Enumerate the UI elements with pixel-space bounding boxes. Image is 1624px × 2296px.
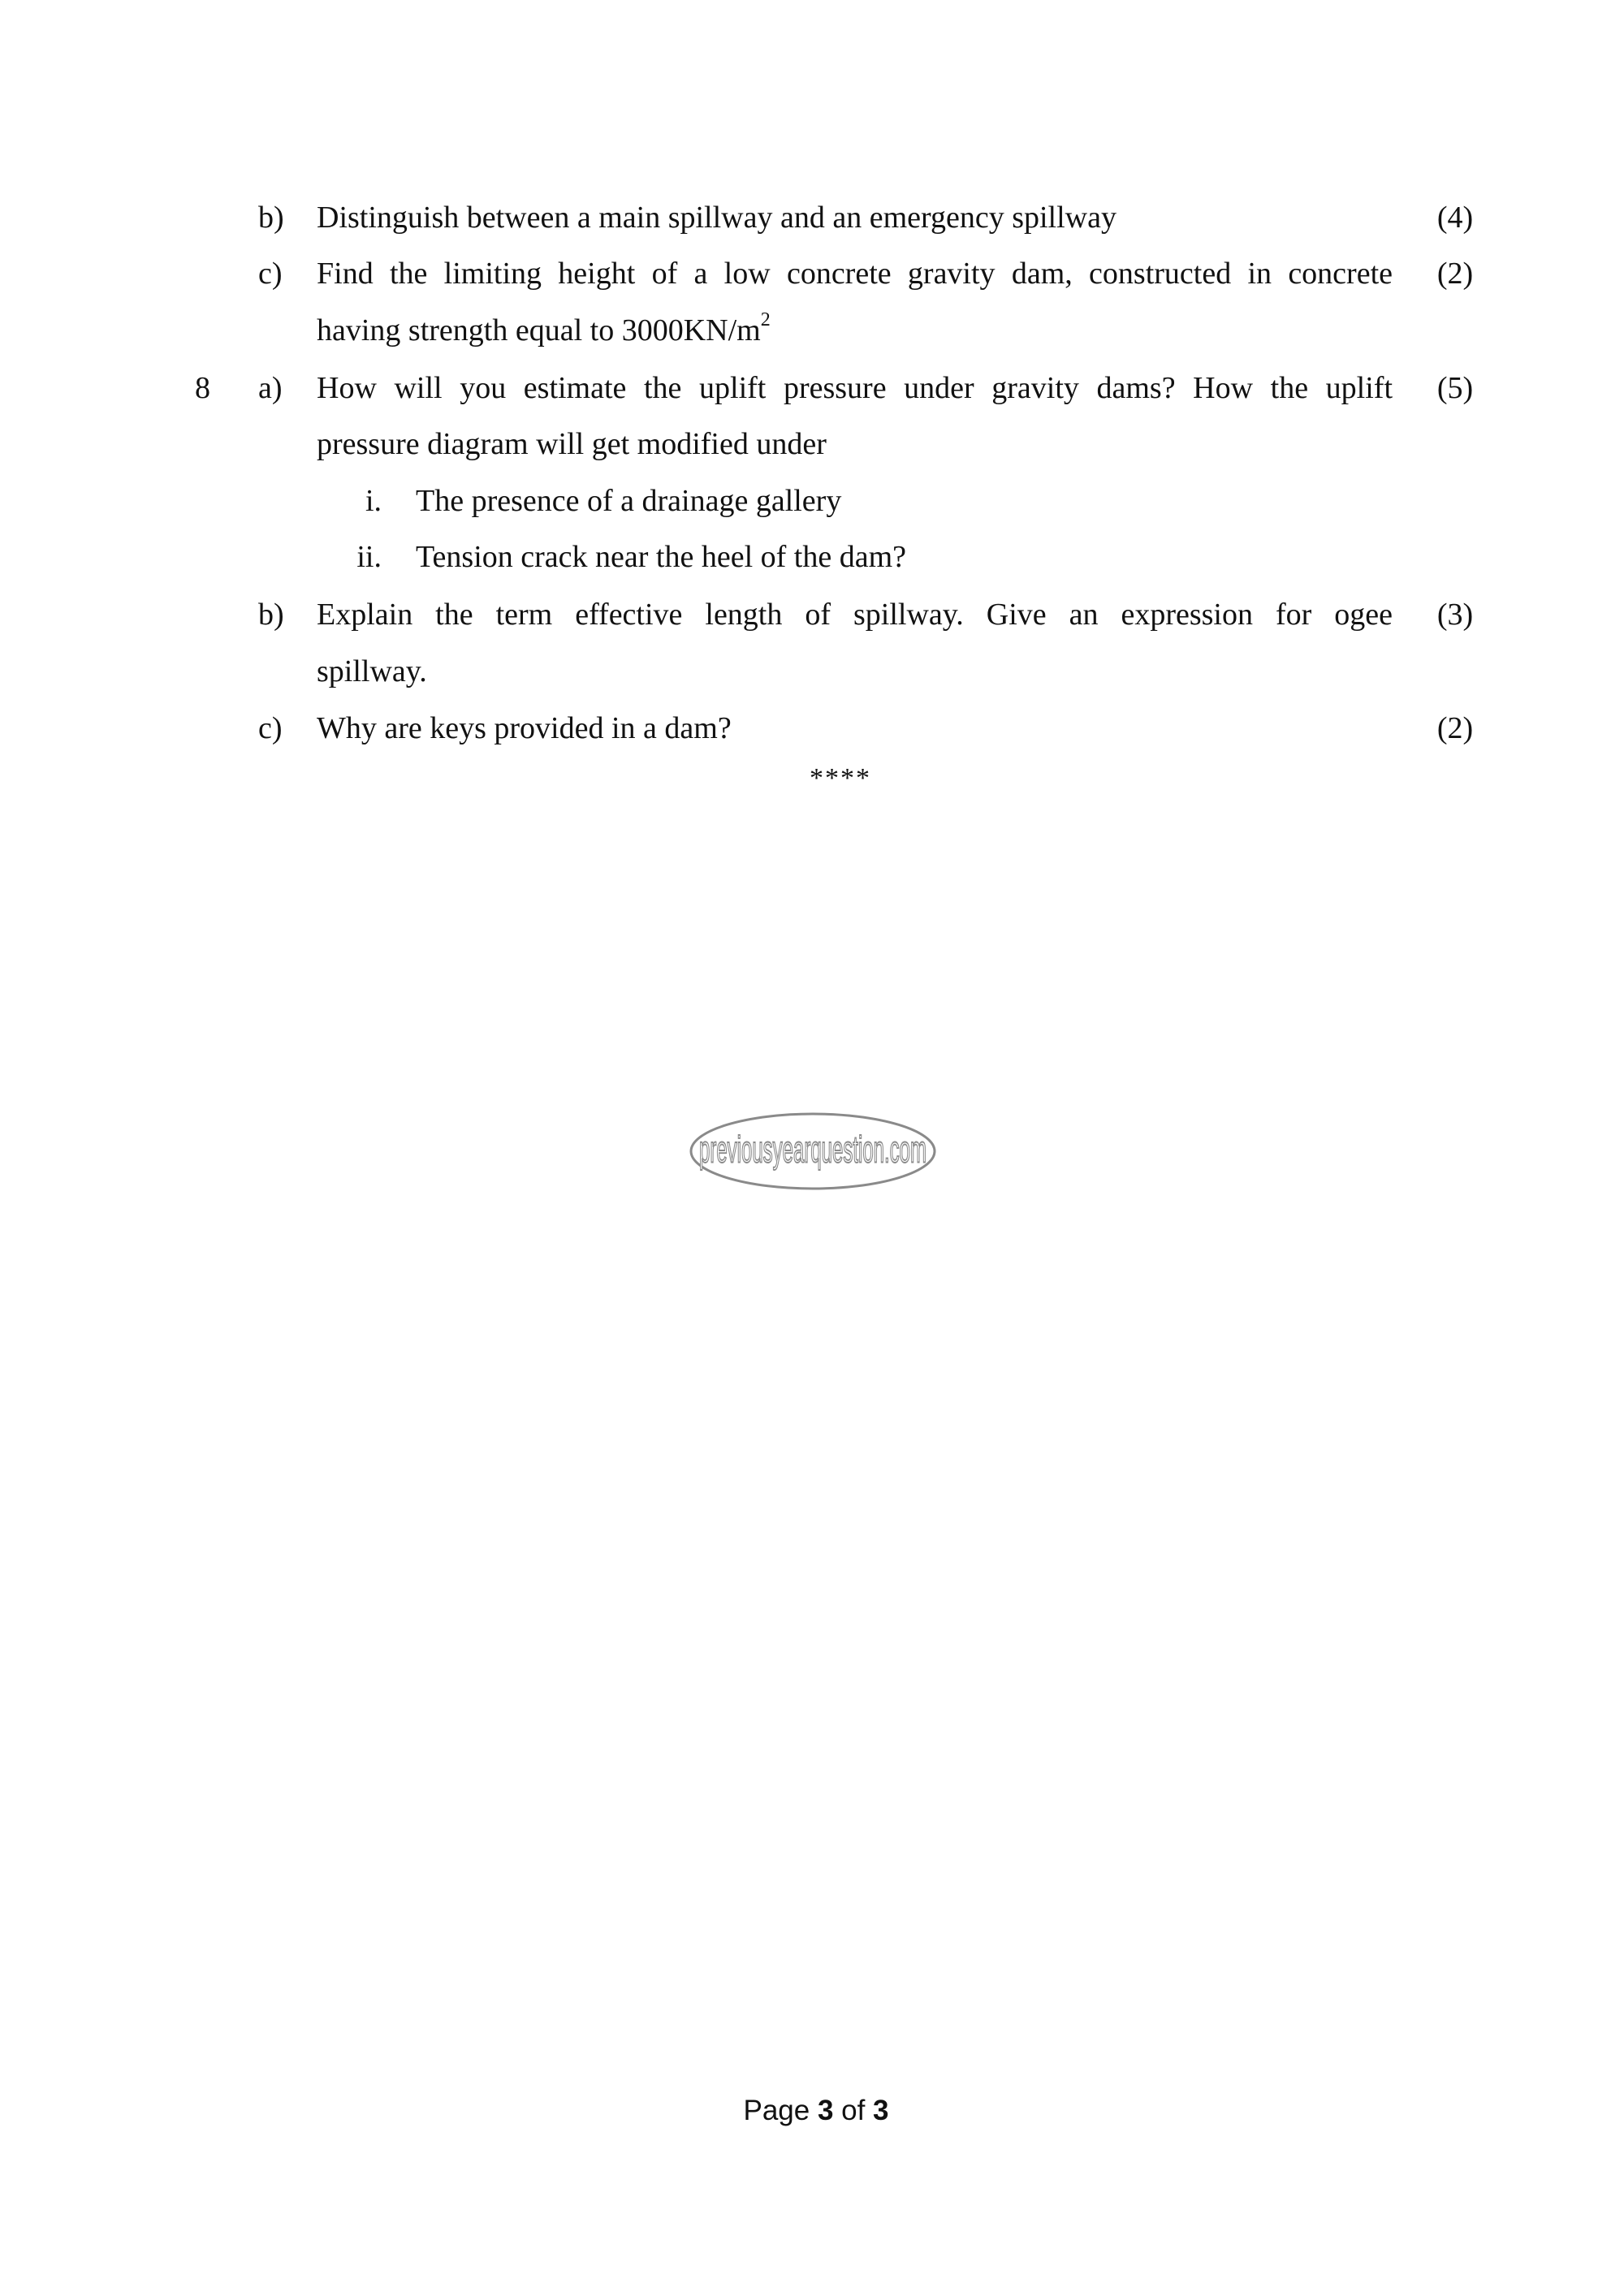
question-text-fragment: having strength equal to 3000KN/m	[317, 313, 761, 347]
question-text: Why are keys provided in a dam?	[317, 711, 732, 745]
footer-middle: of	[833, 2095, 874, 2126]
sub-question-label: a)	[258, 371, 283, 405]
question-text-line	[317, 302, 1393, 359]
question-text: Distinguish between a main spillway and an emergency spillway	[317, 201, 1116, 235]
question-text-line: spillway.	[317, 654, 427, 688]
question-text-line: Explain the term effective length of spillway. Give an expression for ogee	[317, 598, 1393, 632]
question-8a-row-continued	[0, 416, 1624, 473]
sub-item-row	[0, 473, 1624, 529]
svg-text:previousyearquestion.com: previousyearquestion.com	[699, 1128, 926, 1171]
question-text-line: pressure diagram will get modified under	[317, 427, 827, 461]
end-of-paper-marker: ****	[810, 763, 871, 793]
question-7c-row	[0, 245, 1624, 302]
superscript: 2	[760, 309, 771, 330]
marks: (3)	[1436, 598, 1474, 632]
sub-item-text: Tension crack near the heel of the dam?	[416, 540, 906, 574]
question-8a-row	[0, 360, 1624, 416]
page-footer	[0, 2095, 1624, 2127]
marks: (5)	[1436, 371, 1474, 405]
current-page-number: 3	[817, 2095, 834, 2126]
sub-item-text: The presence of a drainage gallery	[416, 484, 842, 518]
question-7b-row	[0, 189, 1624, 246]
marks: (2)	[1436, 257, 1474, 291]
roman-numeral: i.	[365, 484, 382, 518]
question-text-line: How will you estimate the uplift pressure under gravity dams? How the uplift	[317, 371, 1393, 405]
question-text-line: Find the limiting height of a low concrete gravity dam, constructed in concrete	[317, 257, 1393, 291]
total-page-count: 3	[873, 2095, 889, 2126]
marks: (4)	[1436, 201, 1474, 235]
sub-question-label: b)	[258, 201, 284, 235]
roman-numeral: ii.	[356, 540, 382, 574]
question-number: 8	[195, 371, 210, 405]
sub-item-row	[0, 529, 1624, 585]
question-8b-row-continued	[0, 643, 1624, 700]
sub-question-label: c)	[258, 711, 283, 745]
footer-prefix: Page	[743, 2095, 818, 2126]
marks: (2)	[1436, 711, 1474, 745]
question-8c-row	[0, 700, 1624, 757]
sub-question-label: b)	[258, 598, 284, 632]
question-8b-row	[0, 586, 1624, 643]
question-7c-row-continued	[0, 302, 1624, 359]
watermark-logo	[689, 1111, 937, 1192]
sub-question-label: c)	[258, 257, 283, 291]
